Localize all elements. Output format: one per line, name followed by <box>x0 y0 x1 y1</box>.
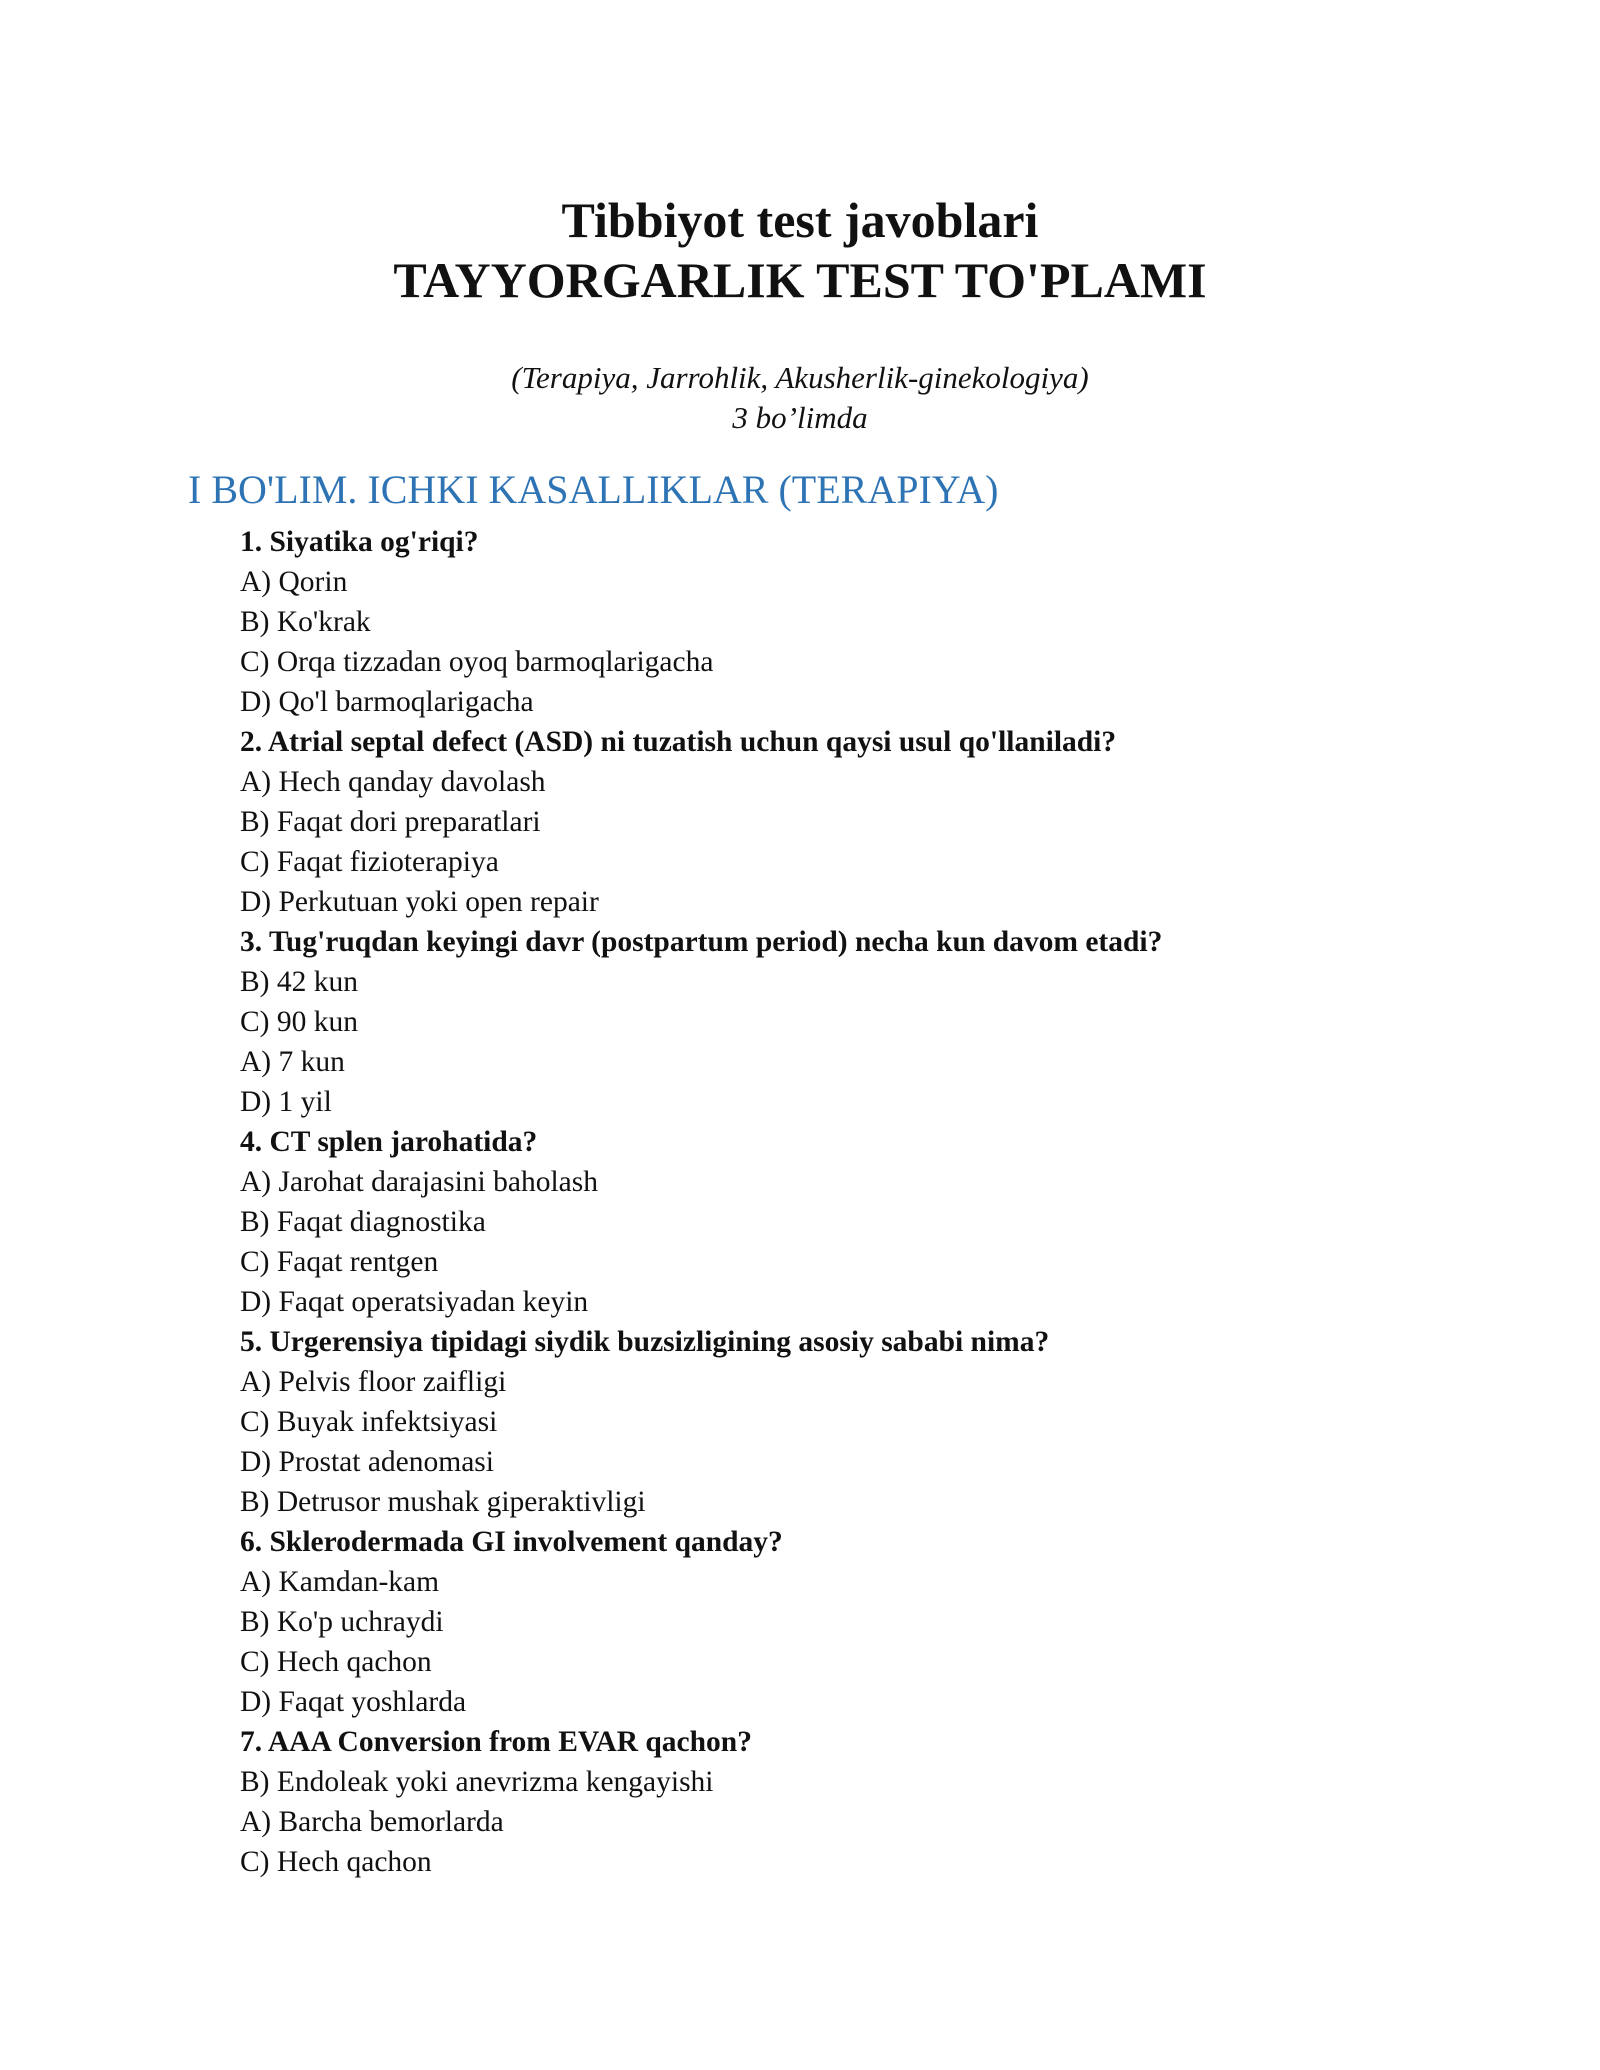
question-item <box>240 522 1440 722</box>
question-text: 2. Atrial septal defect (ASD) ni tuzatish uchun qaysi usul qo'llaniladi? <box>240 726 1117 758</box>
document-title: Tibbiyot test javoblari <box>561 192 1039 248</box>
question-item <box>240 922 1440 1122</box>
answer-option: B) Detrusor mushak giperaktivligi <box>240 1486 646 1518</box>
question-text: 1. Siyatika og'riqi? <box>240 526 479 558</box>
answer-option: B) Endoleak yoki anevrizma kengayishi <box>240 1766 714 1798</box>
answer-option: D) Faqat operatsiyadan keyin <box>240 1286 589 1318</box>
document-title-main: TAYYORGARLIK TEST TO'PLAMI <box>393 252 1207 308</box>
answer-option: A) 7 kun <box>240 1046 345 1078</box>
answer-option: A) Barcha bemorlarda <box>240 1806 504 1838</box>
answer-option: C) Hech qachon <box>240 1846 432 1878</box>
question-item <box>240 1522 1440 1722</box>
answer-option: C) 90 kun <box>240 1006 358 1038</box>
answer-option: B) 42 kun <box>240 966 358 998</box>
question-item <box>240 722 1440 922</box>
question-item <box>240 1322 1440 1522</box>
answer-option: C) Orqa tizzadan oyoq barmoqlarigacha <box>240 646 714 678</box>
answer-option: A) Hech qanday davolash <box>240 766 546 798</box>
answer-option: C) Hech qachon <box>240 1646 432 1678</box>
question-text: 4. CT splen jarohatida? <box>240 1126 538 1158</box>
subtitle-topics: (Terapiya, Jarrohlik, Akusherlik-ginekologiya) <box>511 360 1089 395</box>
answer-option: B) Faqat diagnostika <box>240 1206 486 1238</box>
answer-option: B) Ko'krak <box>240 606 371 638</box>
answer-option: A) Pelvis floor zaifligi <box>240 1366 507 1398</box>
answer-option: C) Faqat rentgen <box>240 1246 439 1278</box>
subtitle-sections: 3 bo’limda <box>732 400 868 435</box>
answer-option: D) Faqat yoshlarda <box>240 1686 467 1718</box>
answer-option: B) Faqat dori preparatlari <box>240 806 541 838</box>
answer-option: D) Prostat adenomasi <box>240 1446 494 1478</box>
answer-option: C) Faqat fizioterapiya <box>240 846 499 878</box>
question-text: 3. Tug'ruqdan keyingi davr (postpartum period) necha kun davom etadi? <box>240 926 1163 958</box>
title-block <box>0 190 1600 310</box>
question-text: 6. Sklerodermada GI involvement qanday? <box>240 1526 783 1558</box>
question-text: 5. Urgerensiya tipidagi siydik buzsizligining asosiy sababi nima? <box>240 1326 1050 1358</box>
answer-option: A) Jarohat darajasini baholash <box>240 1166 598 1198</box>
answer-option: C) Buyak infektsiyasi <box>240 1406 498 1438</box>
answer-option: B) Ko'p uchraydi <box>240 1606 444 1638</box>
answer-option: A) Kamdan-kam <box>240 1566 440 1598</box>
answer-option: A) Qorin <box>240 566 348 598</box>
question-list <box>240 522 1440 1882</box>
section-heading: I BO'LIM. ICHKI KASALLIKLAR (TERAPIYA) <box>188 467 999 512</box>
question-item <box>240 1722 1440 1882</box>
answer-option: D) Qo'l barmoqlarigacha <box>240 686 534 718</box>
answer-option: D) 1 yil <box>240 1086 332 1118</box>
answer-option: D) Perkutuan yoki open repair <box>240 886 599 918</box>
question-item <box>240 1122 1440 1322</box>
subtitle-block <box>0 358 1600 438</box>
question-text: 7. AAA Conversion from EVAR qachon? <box>240 1726 752 1758</box>
